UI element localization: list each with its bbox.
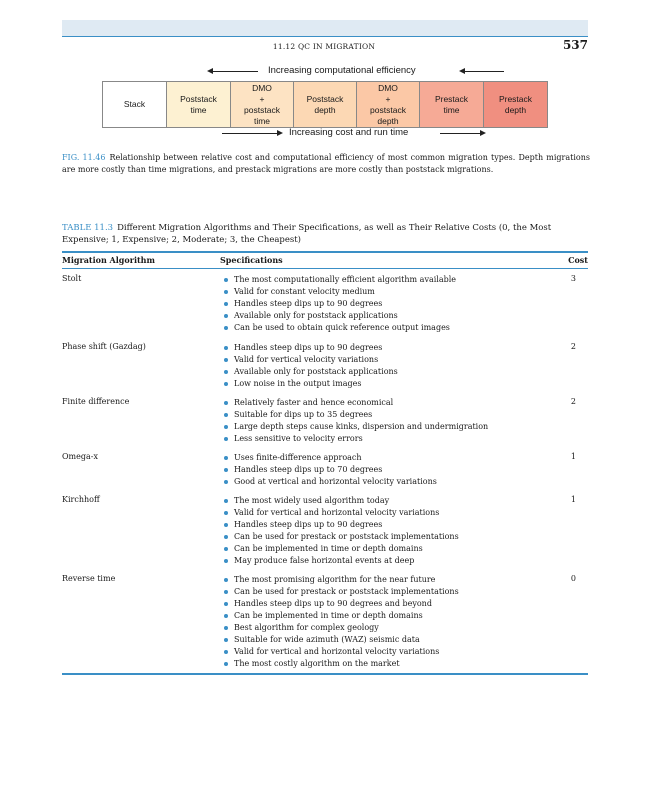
spec-list [222,452,437,488]
spec-item: Less sensitive to velocity errors [222,433,488,445]
algorithm-name: Reverse time [62,574,116,583]
spec-item: Available only for poststack applications [222,310,456,322]
spec-item: May produce false horizontal events at deep [222,555,459,567]
spec-item: Low noise in the output images [222,378,398,390]
spec-item: Large depth steps cause kinks, dispersion and undermigration [222,421,488,433]
efficiency-axis-label: Increasing computational efficiency [268,65,416,76]
spec-item: Suitable for wide azimuth (WAZ) seismic data [222,634,459,646]
spec-item: Can be implemented in time or depth domains [222,543,459,555]
box-prestack-time: Prestack time [420,82,484,127]
spec-item: Valid for vertical and horizontal velocity variations [222,646,459,658]
algorithm-name: Finite difference [62,397,130,406]
spec-item: Handles steep dips up to 90 degrees [222,519,459,531]
box-poststack-depth: Poststack depth [294,82,357,127]
box-dmo-poststack-time: DMO + poststack time [231,82,294,127]
cost-axis-label: Increasing cost and run time [289,127,409,138]
box-dmo-poststack-depth: DMO + poststack depth [357,82,420,127]
header-band [62,20,588,36]
algorithm-name: Phase shift (Gazdag) [62,342,146,351]
header-cost: Cost [568,255,588,265]
spec-item: Good at vertical and horizontal velocity variations [222,476,437,488]
spec-list [222,342,398,390]
arrow-left-line [464,71,504,72]
arrow-left-line [212,71,258,72]
spec-item: Can be implemented in time or depth domains [222,610,459,622]
spec-item: Best algorithm for complex geology [222,622,459,634]
cost-value: 1 [570,452,576,461]
spec-item: Valid for vertical and horizontal velocity variations [222,507,459,519]
figure-migration-cost [0,60,648,160]
spec-list [222,495,459,567]
table-caption [62,222,590,246]
spec-item: The most computationally efficient algorithm available [222,274,456,286]
cost-value: 2 [570,397,576,406]
page-number: 537 [562,38,588,52]
spec-list [222,397,488,445]
spec-list [222,574,459,670]
spec-item: The most costly algorithm on the market [222,658,459,670]
table-label: TABLE 11.3 [62,223,114,233]
cost-value: 1 [570,495,576,504]
header-rule [62,36,588,37]
arrow-right-head-icon [277,130,283,136]
spec-item: Uses finite-difference approach [222,452,437,464]
spec-item: The most promising algorithm for the near future [222,574,459,586]
figure-caption [62,152,590,175]
cost-value: 2 [570,342,576,351]
table-bottom-rule [62,673,588,675]
spec-item: Can be used for prestack or poststack implementations [222,586,459,598]
algorithm-name: Omega-x [62,452,98,461]
header-specifications: Specifications [220,255,283,265]
spec-item: Handles steep dips up to 90 degrees [222,298,456,310]
spec-item: The most widely used algorithm today [222,495,459,507]
spec-item: Can be used to obtain quick reference output images [222,322,456,334]
spec-item: Handles steep dips up to 90 degrees [222,342,398,354]
box-poststack-time: Poststack time [167,82,231,127]
arrow-right-head-icon [480,130,486,136]
arrow-right-line [440,133,480,134]
table-top-rule [62,251,588,253]
cost-value: 3 [570,274,576,283]
box-prestack-depth: Prestack depth [484,82,547,127]
header-algorithm: Migration Algorithm [62,255,155,265]
spec-item: Handles steep dips up to 90 degrees and beyond [222,598,459,610]
spec-item: Valid for constant velocity medium [222,286,456,298]
arrow-right-line [222,133,277,134]
box-stack: Stack [103,82,167,127]
running-head: 11.12 QC IN MIGRATION [272,42,376,51]
spec-item: Valid for vertical velocity variations [222,354,398,366]
spec-item: Can be used for prestack or poststack implementations [222,531,459,543]
table-title: Different Migration Algorithms and Their Specifications, as well as Their Relative Costs (0, the Most Expensive; 1, Expensive; 2, Moderate; 3, the Cheapest) [62,223,552,245]
migration-type-strip [102,81,548,128]
table-header-row [62,255,588,269]
spec-item: Relatively faster and hence economical [222,397,488,409]
algorithm-name: Stolt [62,274,82,283]
table-header-rule [62,268,588,269]
algorithm-name: Kirchhoff [62,495,100,504]
cost-value: 0 [570,574,576,583]
spec-item: Available only for poststack applications [222,366,398,378]
figure-label: FIG. 11.46 [62,153,106,162]
spec-list [222,274,456,334]
spec-item: Suitable for dips up to 35 degrees [222,409,488,421]
figure-caption-text: Relationship between relative cost and computational efficiency of most common migration types. Depth migrations are more costly than time migrations, and prestack migrations are more costly than poststack migrations. [62,153,590,174]
spec-item: Handles steep dips up to 70 degrees [222,464,437,476]
